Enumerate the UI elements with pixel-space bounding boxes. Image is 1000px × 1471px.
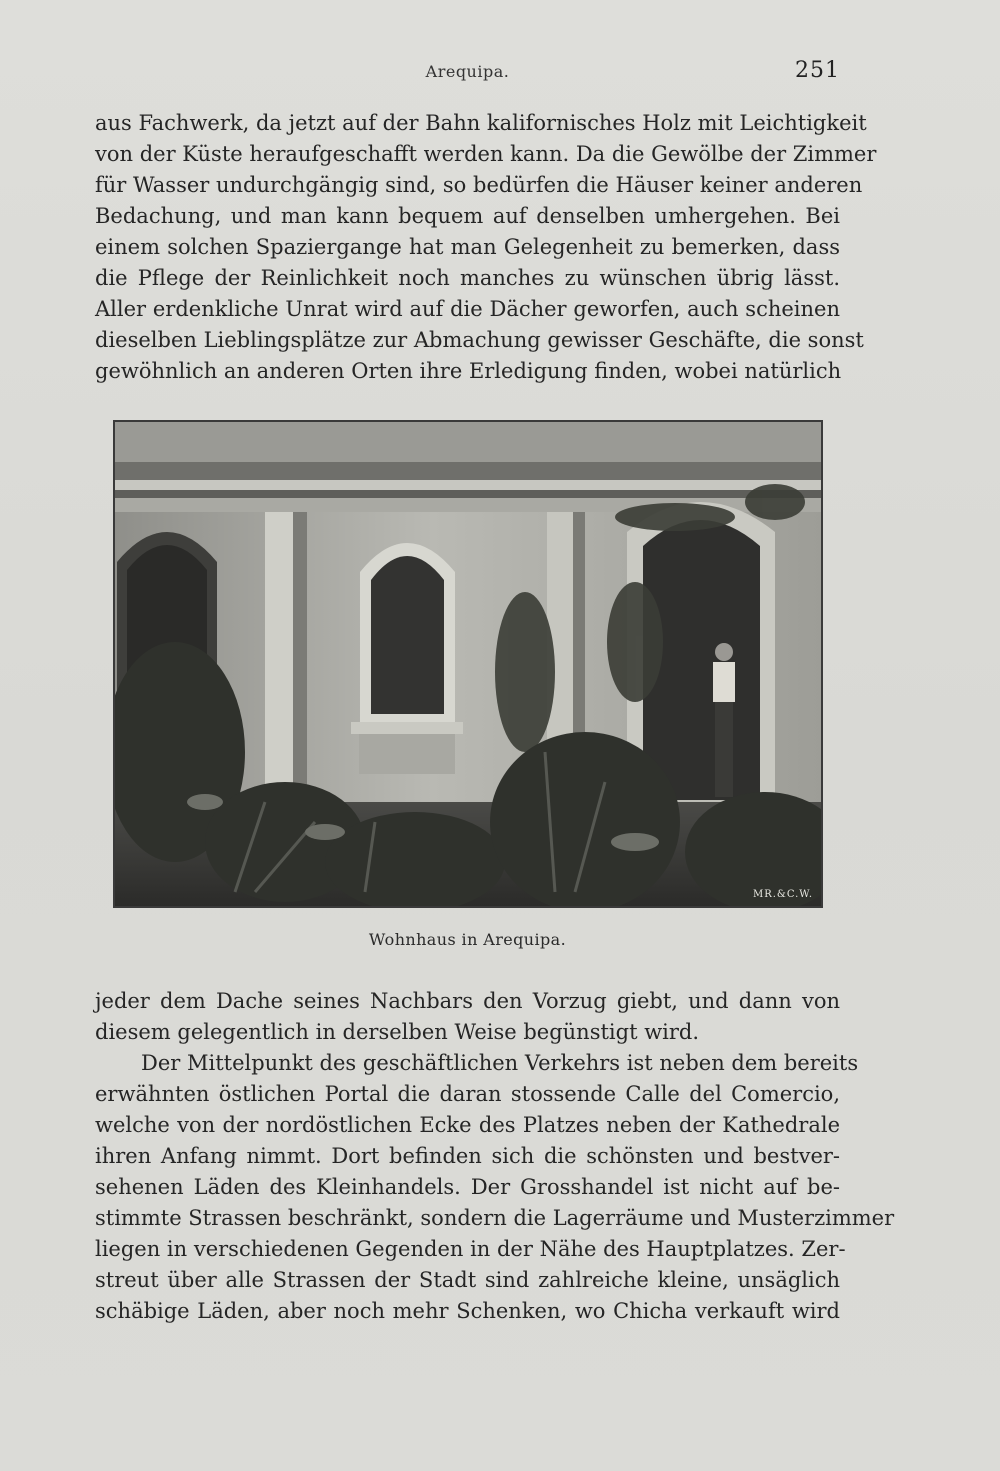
bottom-paragraphs [95, 986, 895, 1327]
text-line: Bedachung, und man kann bequem auf denselben umhergehen. Bei [95, 204, 840, 228]
text-line: welche von der nordöstlichen Ecke des Platzes neben der Kathedrale [95, 1113, 840, 1137]
text-line: jeder dem Dache seines Nachbars den Vorzug giebt, und dann von [95, 989, 840, 1013]
text-line: für Wasser undurchgängig sind, so bedürfen die Häuser keiner anderen [95, 173, 863, 197]
text-line: einem solchen Spaziergange hat man Gelegenheit zu bemerken, dass [95, 235, 840, 259]
engraver-mark: MR.&C.W. [752, 889, 813, 900]
running-head [95, 58, 840, 94]
figure-caption: Wohnhaus in Arequipa. [368, 930, 567, 949]
courtyard-photograph [113, 420, 823, 908]
text-line: gewöhnlich an anderen Orten ihre Erledigung finden, wobei natürlich [95, 359, 842, 383]
text-line: ihren Anfang nimmt. Dort befinden sich die schönsten und bestver- [95, 1144, 840, 1168]
running-title: Arequipa. [425, 62, 510, 81]
text-line: erwähnten östlichen Portal die daran stossende Calle del Comercio, [95, 1082, 840, 1106]
text-line: die Pflege der Reinlichkeit noch manches zu wünschen übrig lässt. [95, 266, 840, 290]
text-line: diesem gelegentlich in derselben Weise begünstigt wird. [95, 1020, 700, 1044]
courtyard-illustration [115, 422, 821, 906]
text-line: Aller erdenkliche Unrat wird auf die Dächer geworfen, auch scheinen [95, 297, 840, 321]
text-line: streut über alle Strassen der Stadt sind zahlreiche kleine, unsäglich [95, 1268, 840, 1292]
text-line: stimmte Strassen beschränkt, sondern die Lagerräume und Musterzimmer [95, 1206, 895, 1230]
text-line: schäbige Läden, aber noch mehr Schenken, wo Chicha verkauft wird [95, 1299, 840, 1323]
text-line: aus Fachwerk, da jetzt auf der Bahn kalifornisches Holz mit Leichtigkeit [95, 111, 867, 135]
text-line: Der Mittelpunkt des geschäftlichen Verkehrs ist neben dem bereits [141, 1051, 859, 1075]
page-number: 251 [795, 58, 840, 83]
text-line: sehenen Läden des Kleinhandels. Der Grosshandel ist nicht auf be- [95, 1175, 840, 1199]
text-line: von der Küste heraufgeschafft werden kann. Da die Gewölbe der Zimmer [95, 142, 877, 166]
text-line: liegen in verschiedenen Gegenden in der Nähe des Hauptplatzes. Zer- [95, 1237, 846, 1261]
text-line: dieselben Lieblingsplätze zur Abmachung gewisser Geschäfte, die sonst [95, 328, 864, 352]
top-paragraph [95, 108, 877, 387]
